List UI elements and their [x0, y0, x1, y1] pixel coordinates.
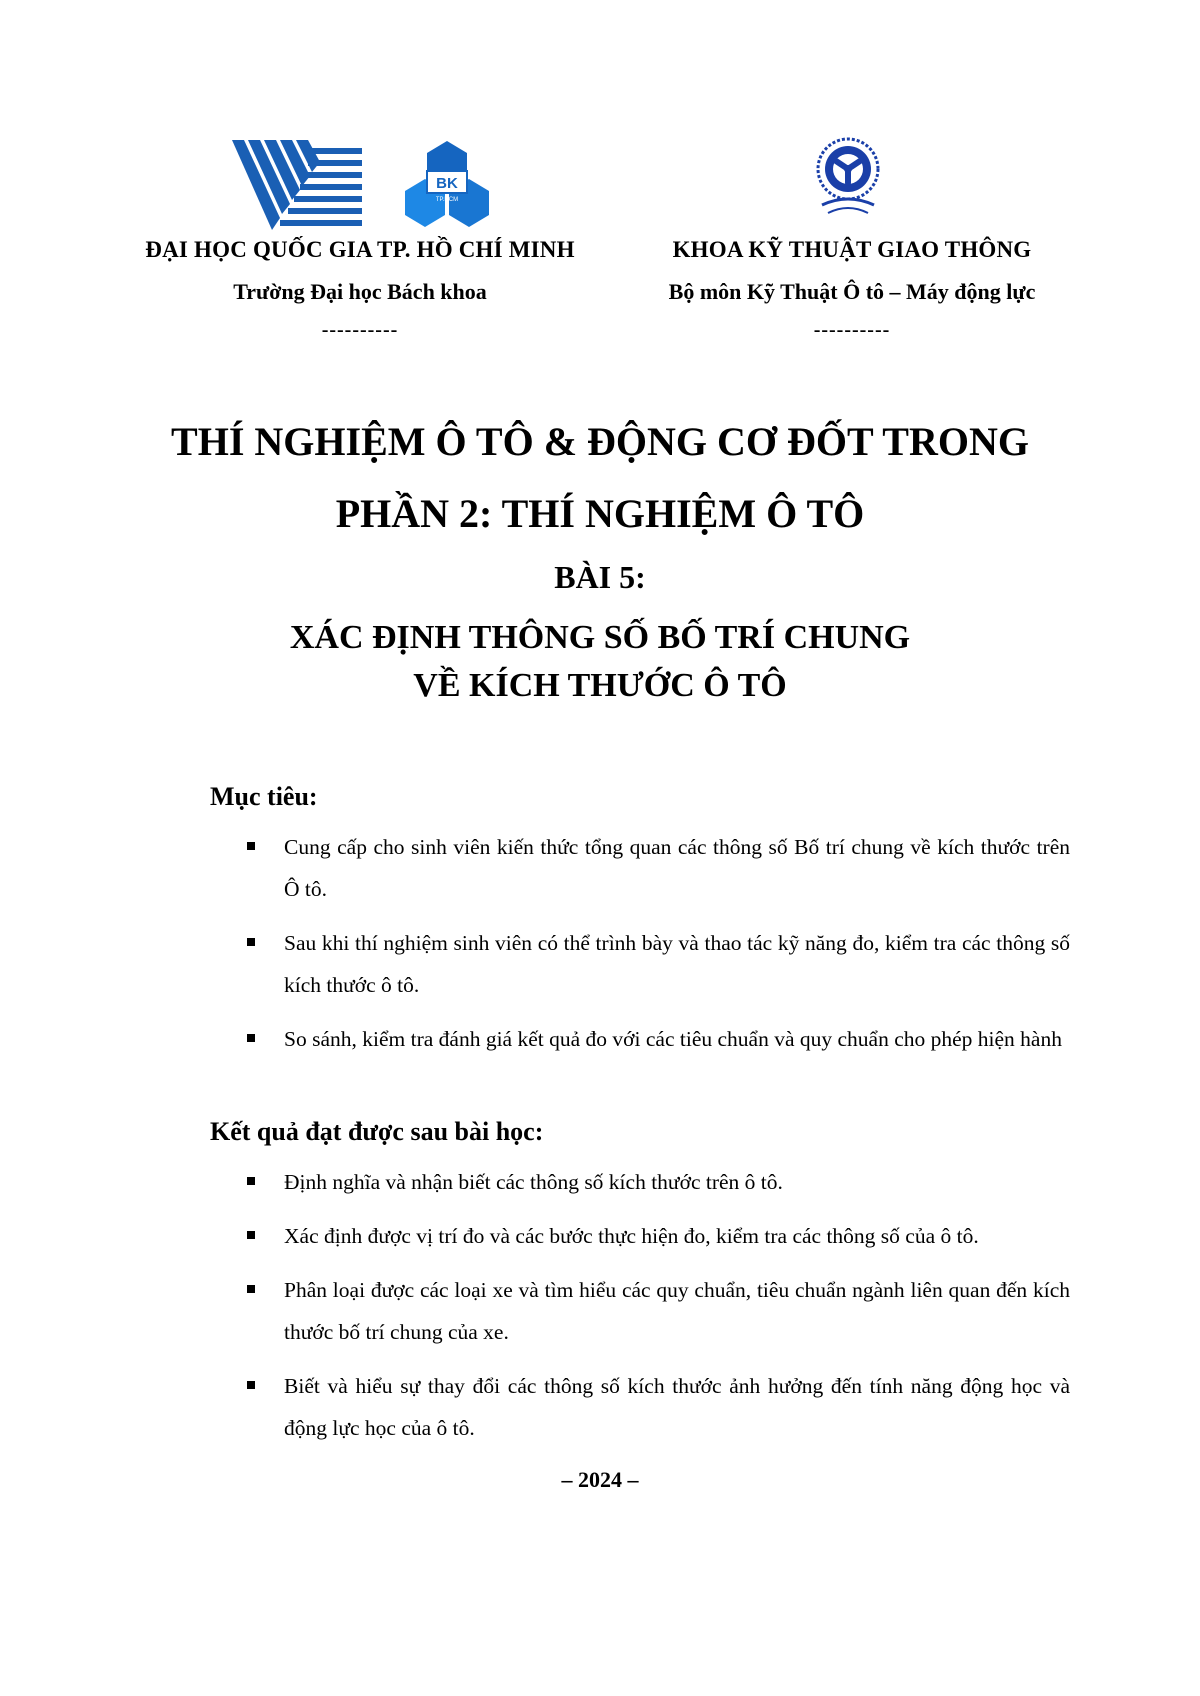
list-item	[210, 922, 1070, 1006]
school-name: Trường Đại học Bách khoa	[233, 279, 487, 304]
list-item	[210, 1018, 1070, 1060]
svg-text:BK: BK	[436, 175, 458, 192]
list-item-text: So sánh, kiểm tra đánh giá kết quả đo với các tiêu chuẩn và quy chuẩn cho phép hiện hành	[284, 1027, 1062, 1051]
bullet-icon	[247, 842, 255, 850]
bullet-icon	[247, 938, 255, 946]
lesson-title-line2: VỀ KÍCH THƯỚC Ô TÔ	[413, 667, 787, 704]
right-separator: ----------	[813, 319, 891, 341]
bullet-icon	[247, 1177, 255, 1185]
document-header	[0, 135, 1200, 365]
svg-text:TP.HCM: TP.HCM	[435, 197, 459, 203]
outcomes-list	[210, 1161, 1070, 1449]
khoa-ktgt-logo-icon	[812, 135, 884, 225]
objectives-section	[210, 780, 1070, 1072]
bk-logo-icon	[403, 139, 491, 229]
document-title-block	[0, 418, 1200, 708]
list-item-text: Phân loại được các loại xe và tìm hiểu các quy chuẩn, tiêu chuẩn ngành liên quan đến kích thước bố trí chung của xe.	[284, 1278, 1070, 1344]
list-item	[210, 1161, 1070, 1203]
document-year: – 2024 –	[561, 1467, 639, 1492]
course-title: THÍ NGHIỆM Ô TÔ & ĐỘNG CƠ ĐỐT TRONG	[171, 419, 1029, 464]
faculty-name: KHOA KỸ THUẬT GIAO THÔNG	[672, 237, 1032, 262]
list-item-text: Sau khi thí nghiệm sinh viên có thể trình bày và thao tác kỹ năng đo, kiểm tra các thông số kích thước ô tô.	[284, 931, 1070, 997]
bullet-icon	[247, 1231, 255, 1239]
list-item-text: Định nghĩa và nhận biết các thông số kích thước trên ô tô.	[284, 1170, 783, 1194]
list-item-text: Biết và hiểu sự thay đổi các thông số kích thước ảnh hưởng đến tính năng động học và động lực học của ô tô.	[284, 1374, 1070, 1440]
bullet-icon	[247, 1381, 255, 1389]
outcomes-section	[210, 1115, 1070, 1461]
vnu-logo-icon	[232, 140, 362, 230]
list-item-text: Cung cấp cho sinh viên kiến thức tổng quan các thông số Bố trí chung về kích thước trên Ô tô.	[284, 835, 1070, 901]
outcomes-heading: Kết quả đạt được sau bài học:	[210, 1117, 544, 1146]
list-item	[210, 1365, 1070, 1449]
bullet-icon	[247, 1285, 255, 1293]
list-item-text: Xác định được vị trí đo và các bước thực hiện đo, kiểm tra các thông số của ô tô.	[284, 1224, 979, 1248]
objectives-list	[210, 826, 1070, 1060]
list-item	[210, 1215, 1070, 1257]
left-separator: ----------	[321, 319, 399, 341]
list-item	[210, 1269, 1070, 1353]
part-title: PHẦN 2: THÍ NGHIỆM Ô TÔ	[335, 491, 865, 536]
university-name: ĐẠI HỌC QUỐC GIA TP. HỒ CHÍ MINH	[145, 237, 575, 262]
department-name: Bộ môn Kỹ Thuật Ô tô – Máy động lực	[668, 279, 1036, 304]
lesson-title-line1: XÁC ĐỊNH THÔNG SỐ BỐ TRÍ CHUNG	[289, 619, 911, 656]
objectives-heading: Mục tiêu:	[210, 782, 318, 811]
bullet-icon	[247, 1034, 255, 1042]
lesson-number: BÀI 5:	[554, 559, 646, 595]
list-item	[210, 826, 1070, 910]
faculty-info	[612, 237, 1092, 342]
university-info	[120, 237, 600, 342]
